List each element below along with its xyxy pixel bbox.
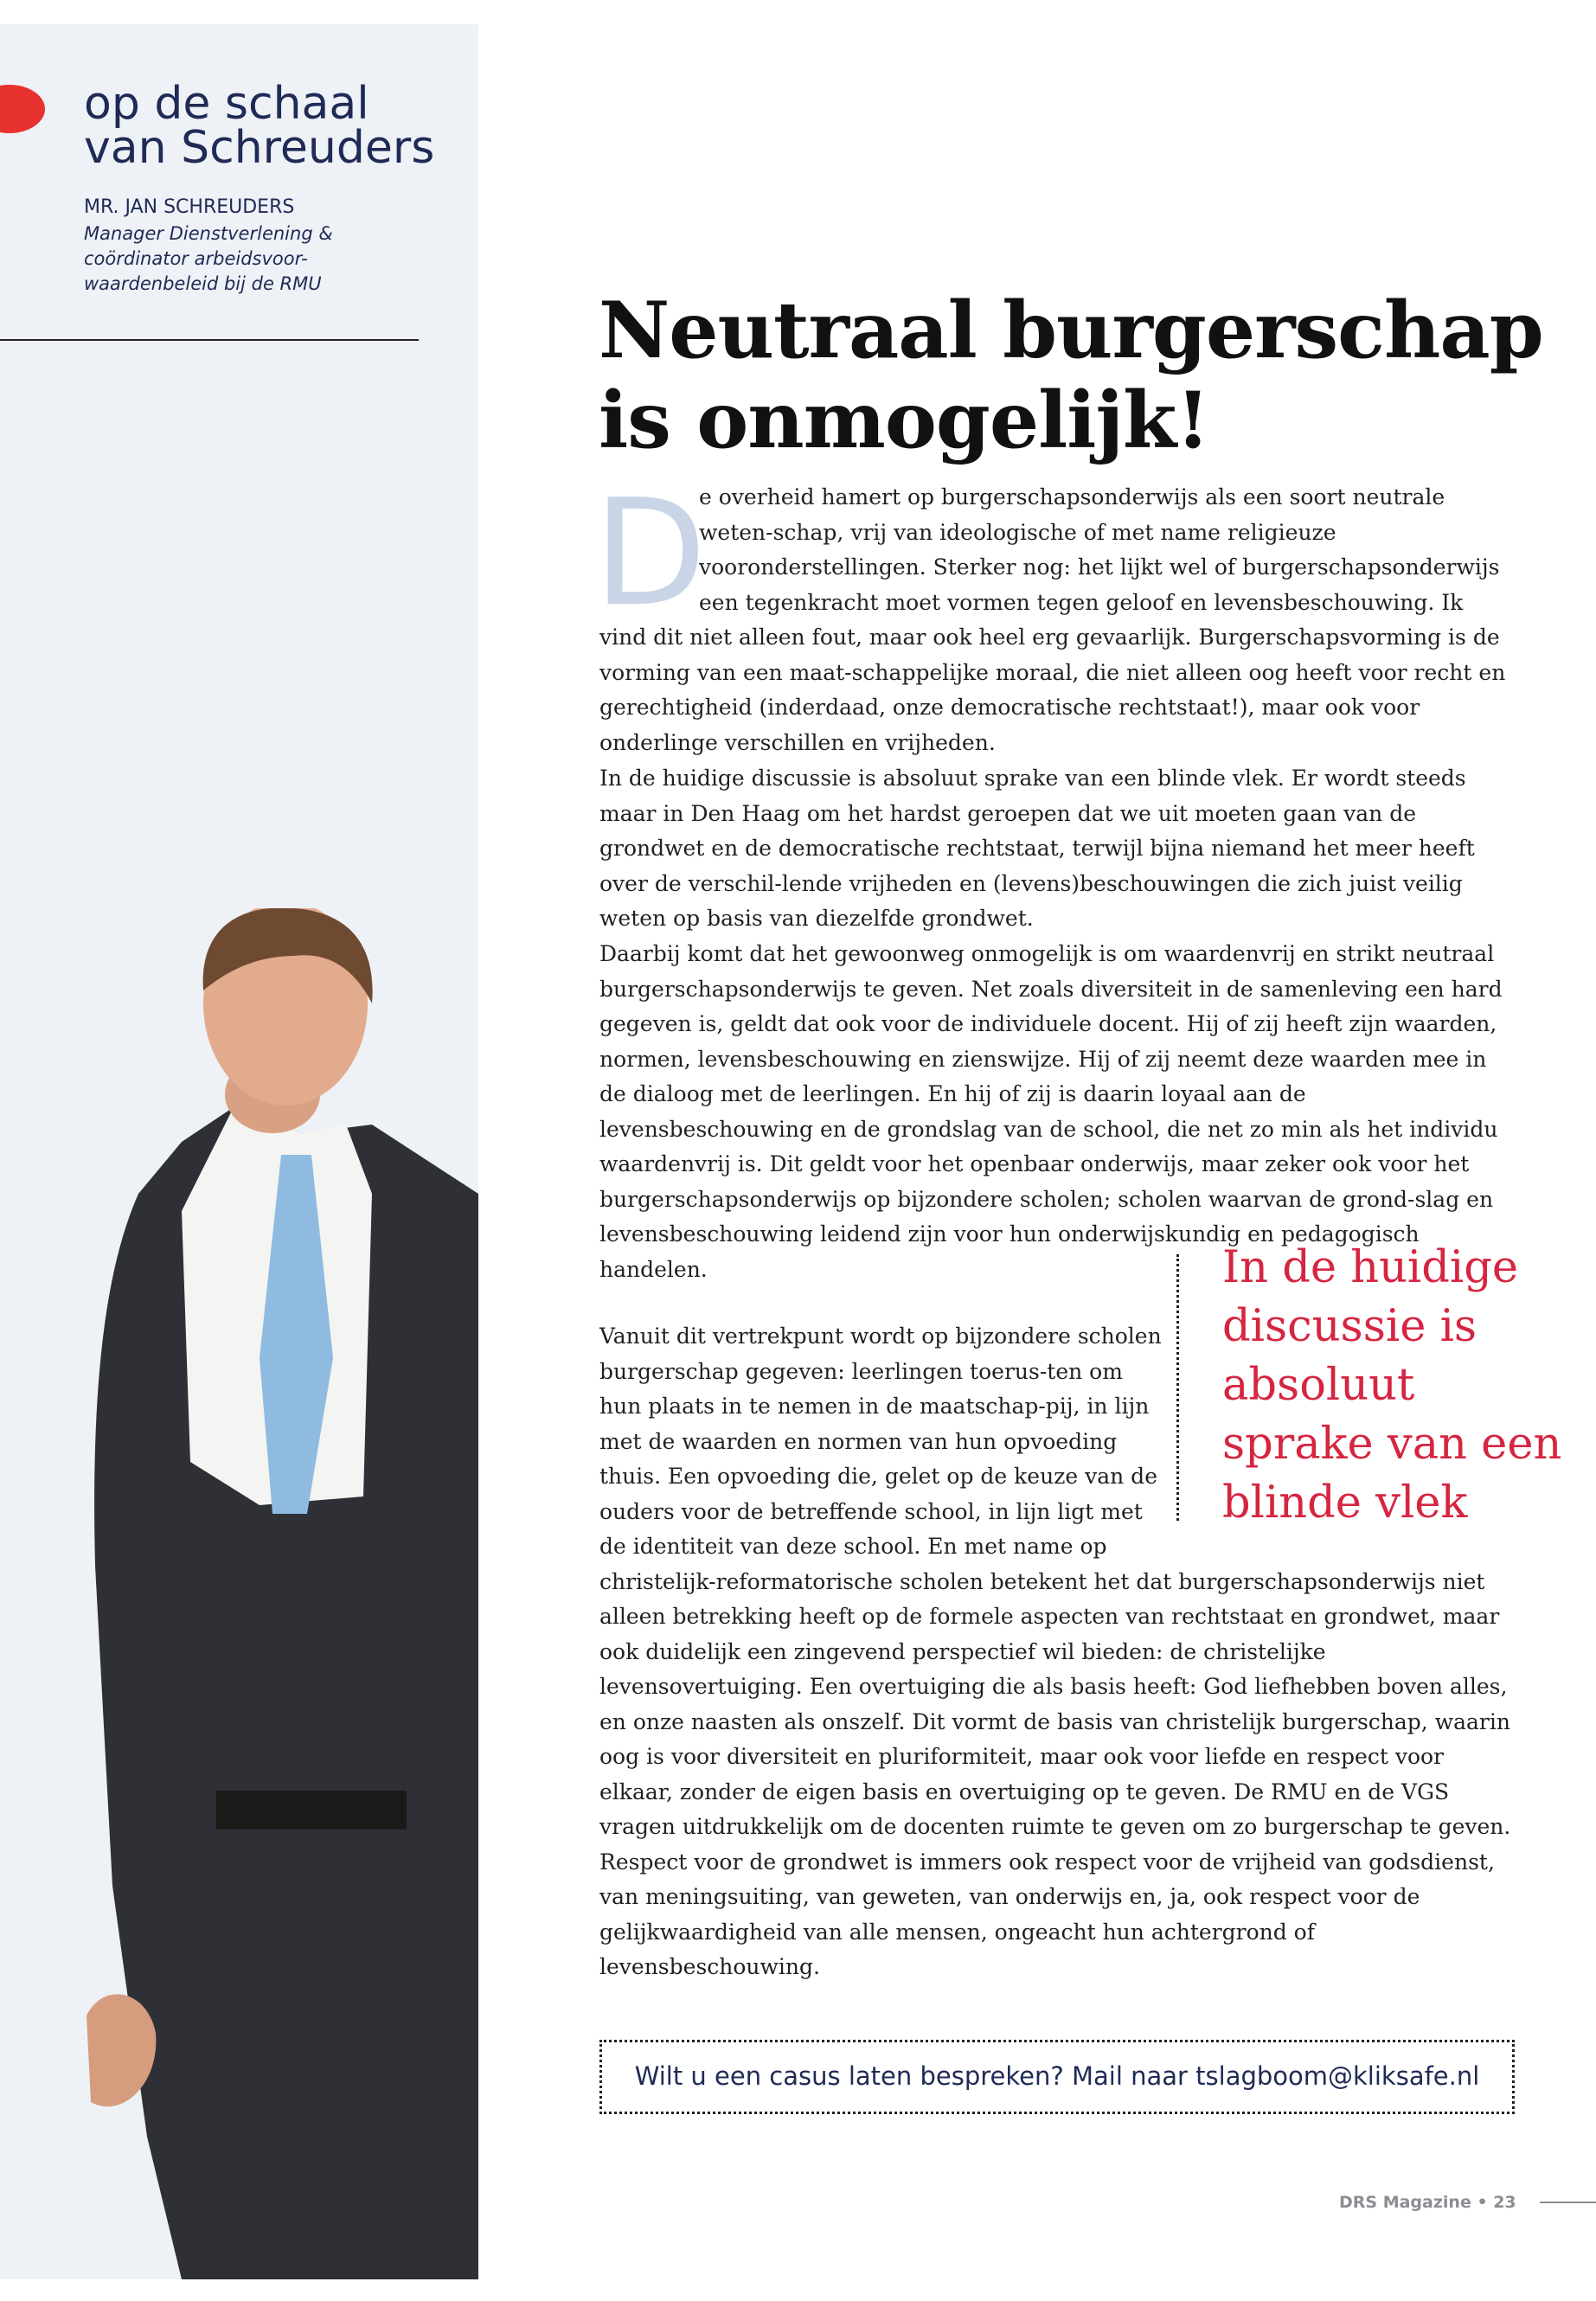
author-portrait (87, 908, 478, 2279)
portrait-belt (216, 1791, 407, 1830)
sidebar-divider (0, 339, 419, 341)
footer-divider (1540, 2202, 1596, 2203)
column-title: op de schaal van Schreuders (84, 78, 435, 174)
paragraph-4: Vanuit dit vertrekpunt wordt op bijzondere scholen burgerschap gegeven: leerlingen toerus-ten om hun plaats in te nemen in de maatschap-pij, in lijn met de waarden en normen van hun opvoeding thuis. Een opvoeding die, gelet op de keuze van de ouders voor de betreffende school, in lijn ligt met de identiteit van deze school. En met name op christelijk-reformatorische scholen betekent het dat burgerschapsonderwijs niet alleen betrekking heeft op de formele aspecten van rechtstaat en grondwet, maar ook duidelijk een zingevend perspectief wil bieden: de christelijke levensovertuiging. Een overtuiging die als basis heeft: God liefhebben boven alles, en onze naasten als onszelf. Dit vormt de basis van christelijk burgerschap, waarin oog is voor diversiteit en pluriformiteit, maar ook voor liefde en respect voor elkaar, zonder de eigen basis en overtuiging op te geven. De RMU en de VGS vragen uitdrukkelijk om de docenten ruimte te geven om zo burgerschap te geven. Respect voor de grondwet is immers ook respect voor de vrijheid van godsdienst, van meningsuiting, van geweten, van onderwijs en, ja, ook respect voor de gelijkwaardigheid van alle mensen, ongeacht hun achtergrond of levensbeschouwing. (599, 1324, 1511, 1979)
author-name: MR. JAN SCHREUDERS (84, 196, 295, 218)
paragraph-3: Daarbij komt dat het gewoonweg onmogelijk is om waardenvrij en strikt neutraal burgerschapsonderwijs te geven. Net zoals diversiteit in de samenleving een hard gegeven is, geldt dat ook voor de individuele docent. Hij of zij heeft zijn waarden, normen, levensbeschouwing en zienswijze. Hij of zij neemt deze waarden mee in de dialoog met de leerlingen. En hij of zij is daarin loyaal aan de levensbeschouwing en de grondslag van de school, die net zo min als het individu waardenvrij is. Dit geldt voor het openbaar onderwijs, maar zeker ook voor het burgerschapsonderwijs op bijzondere scholen; scholen waarvan de grond-slag en levensbeschouwing leidend zijn voor hun onderwijskundig en pedagogisch handelen. (599, 941, 1503, 1282)
paragraph-1: e overheid hamert op burgerschapsonderwijs als een soort neutrale weten-schap, vrij van ideologische of met name religieuze vooronderstellingen. Sterker nog: het lijkt wel of burgerschapsonderwijs een tegenkracht moet vormen tegen geloof en levensbeschouwing. Ik vind dit niet alleen fout, maar ook heel erg gevaarlijk. Burgerschapsvorming is de vorming van een maat-schappelijke moraal, die niet alleen oog heeft voor recht en gerechtigheid (inderdaad, onze democratische rechtstaat!), maar ook voor onderlinge verschillen en vrijheden. (599, 484, 1506, 755)
cta-text[interactable]: Wilt u een casus laten bespreken? Mail naar tslagboom@kliksafe.nl (634, 2061, 1480, 2091)
drop-cap: D (593, 468, 707, 639)
page-footer: DRS Magazine • 23 (1339, 2193, 1516, 2212)
paragraph-2: In de huidige discussie is absoluut sprake van een blinde vlek. Er wordt steeds maar in Den Haag om het hardst geroepen dat we uit moeten gaan van de grondwet en de democratische rechtstaat, terwijl bijna niemand het meer heeft over de verschil-lende vrijheden en (levens)beschouwingen die zich juist veilig weten op basis van diezelfde grondwet. (599, 766, 1475, 931)
author-role: Manager Dienstverlening & coördinator arbeidsvoor-waardenbeleid bij de RMU (84, 223, 333, 294)
pull-quote-divider (1176, 1254, 1179, 1521)
pull-quote: In de huidige discussie is absoluut sprake van een blinde vlek (1222, 1242, 1562, 1529)
article-headline: Neutraal burgerschap is onmogelijk! (599, 285, 1543, 466)
cta-box (599, 2040, 1515, 2114)
